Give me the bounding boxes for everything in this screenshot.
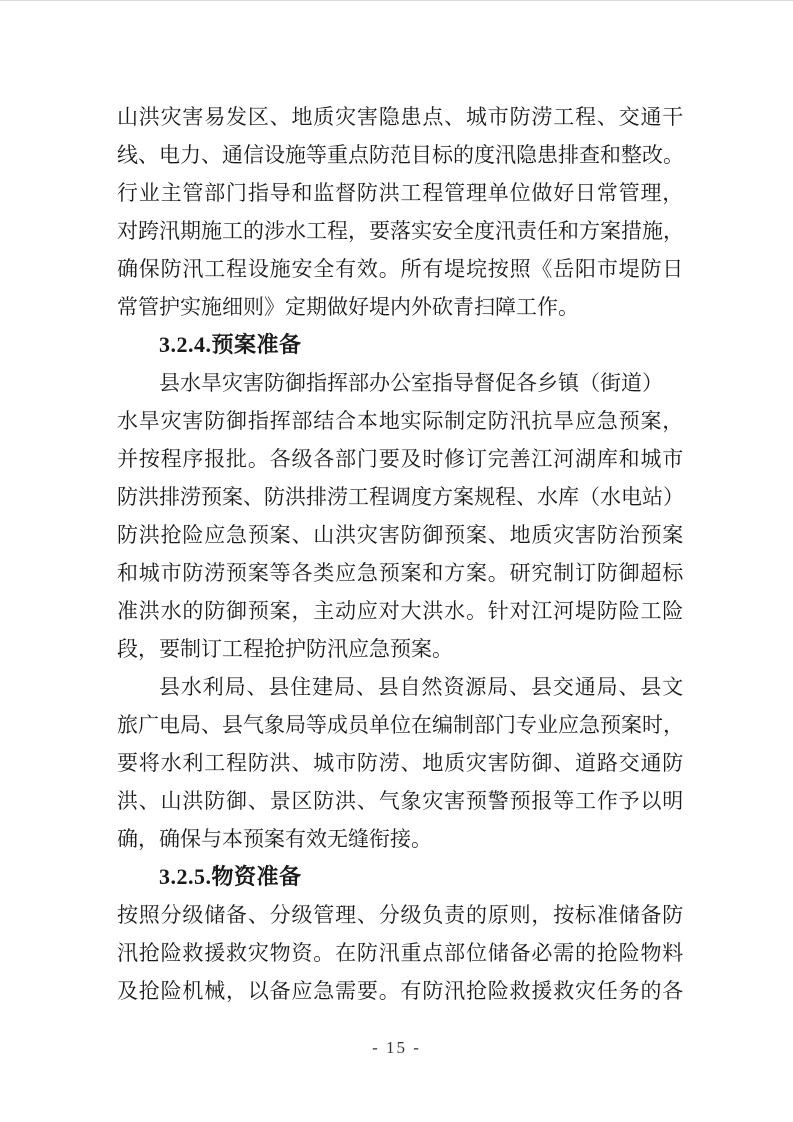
page-number: - 15 -	[372, 1038, 421, 1057]
text-line: 县水旱灾害防御指挥部办公室指导督促各乡镇（街道）	[159, 371, 663, 395]
page-top-edge	[0, 0, 793, 1]
text-line: 行业主管部门指导和监督防洪工程管理单位做好日常管理，	[117, 181, 685, 205]
text-line: 及抢险机械，以备应急需要。有防汛抢险救援救灾任务的各	[117, 979, 685, 1003]
text-line: 准洪水的防御预案，主动应对大洪水。针对江河堤防险工险	[117, 599, 685, 623]
text-line: 要将水利工程防洪、城市防涝、地质灾害防御、道路交通防	[117, 751, 685, 775]
text-line: 防洪排涝预案、防洪排涝工程调度方案规程、水库（水电站）	[117, 485, 684, 509]
text-line: 按照分级储备、分级管理、分级负责的原则，按标准储备防	[117, 903, 685, 927]
text-line: 汛抢险救援救灾物资。在防汛重点部位储备必需的抢险物料	[117, 941, 685, 965]
text-line: 山洪灾害易发区、地质灾害隐患点、城市防涝工程、交通干	[117, 105, 685, 129]
document-text-area	[117, 98, 684, 1010]
text-line: 并按程序报批。各级各部门要及时修订完善江河湖库和城市	[117, 447, 685, 471]
text-line: 水旱灾害防御指挥部结合本地实际制定防汛抗旱应急预案，	[117, 409, 685, 433]
text-line: 和城市防涝预案等各类应急预案和方案。研究制订防御超标	[117, 561, 685, 585]
text-line: 对跨汛期施工的涉水工程，要落实安全度汛责任和方案措施，	[117, 219, 684, 243]
text-line: 防洪抢险应急预案、山洪灾害防御预案、地质灾害防治预案	[117, 523, 685, 547]
section-heading: 3.2.5.物资准备	[159, 864, 302, 889]
text-line: 线、电力、通信设施等重点防范目标的度汛隐患排查和整改。	[117, 143, 684, 167]
text-line: 县水利局、县住建局、县自然资源局、县交通局、县文	[159, 675, 685, 699]
text-line: 旅广电局、县气象局等成员单位在编制部门专业应急预案时，	[117, 713, 684, 737]
section-heading: 3.2.4.预案准备	[159, 332, 302, 357]
text-line: 确保防汛工程设施安全有效。所有堤垸按照《岳阳市堤防日	[117, 257, 685, 281]
text-line: 洪、山洪防御、景区防洪、气象灾害预警预报等工作予以明	[117, 789, 685, 813]
text-line: 段，要制订工程抢护防汛应急预案。	[117, 637, 453, 661]
text-line: 确，确保与本预案有效无缝衔接。	[117, 827, 432, 851]
text-line: 常管护实施细则》定期做好堤内外砍青扫障工作。	[117, 295, 579, 319]
